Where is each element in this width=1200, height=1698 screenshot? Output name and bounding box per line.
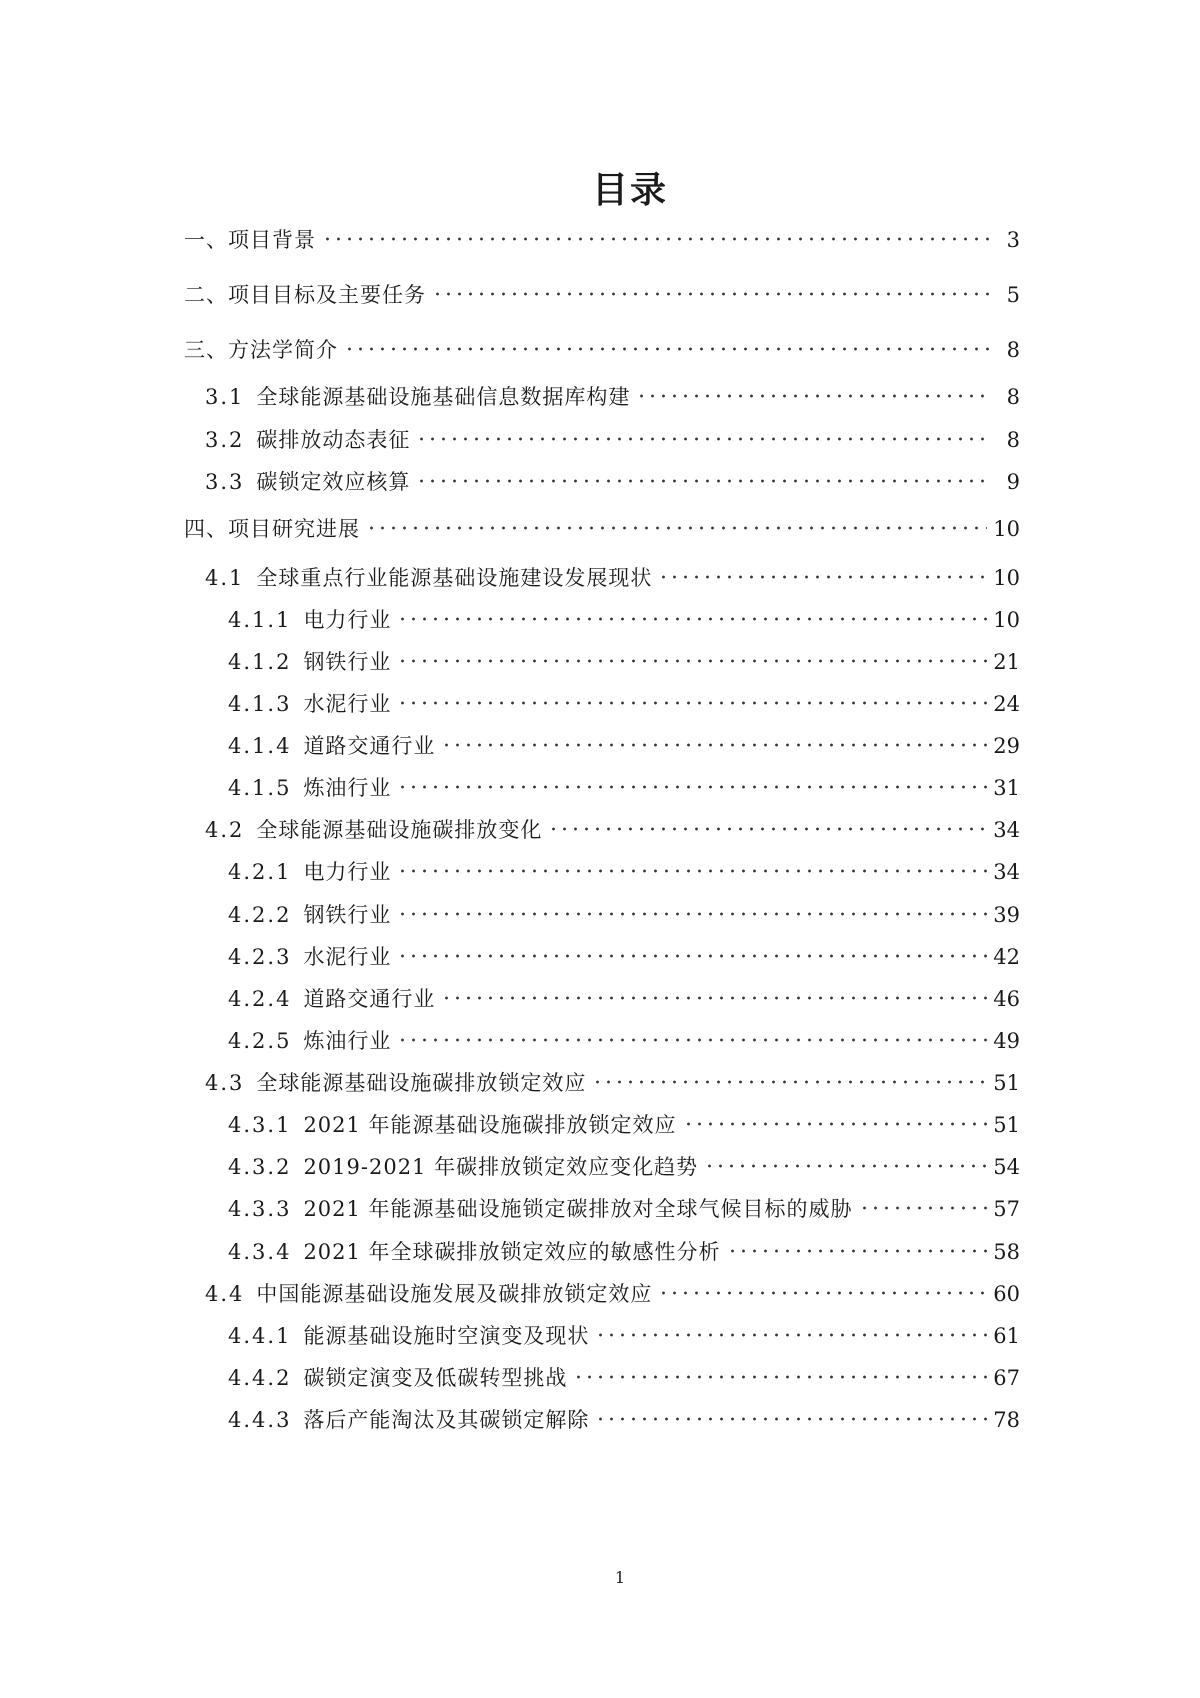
dot-leader [432, 291, 992, 297]
toc-entry-number: 3.1 [205, 385, 245, 409]
toc-entry-number: 4.1.2 [228, 650, 292, 674]
toc-entry-number: 4.3 [205, 1071, 245, 1095]
toc-entry[interactable] [228, 690, 1020, 718]
toc-entry-number: 4.4.1 [228, 1324, 292, 1348]
toc-entry-number: 4.1.5 [228, 776, 292, 800]
toc-entry-label: 钢铁行业 [303, 650, 392, 674]
toc-entry-number: 4.2.5 [228, 1029, 292, 1053]
toc-entry[interactable] [228, 858, 1020, 886]
toc-entry-page: 3 [1006, 228, 1020, 252]
toc-entry-label: 三、方法学简介 [184, 338, 338, 362]
toc-entry[interactable] [228, 1027, 1020, 1055]
toc-entry-label: 全球能源基础设施碳排放锁定效应 [256, 1071, 587, 1095]
toc-entry-label: 炼油行业 [303, 1029, 392, 1053]
toc-entry-page: 29 [993, 734, 1020, 758]
toc-entry[interactable] [228, 1406, 1020, 1434]
dot-leader [397, 784, 987, 790]
dot-leader [366, 525, 987, 531]
dot-leader [397, 616, 987, 622]
toc-entry-page: 8 [1006, 428, 1020, 452]
toc-entry-number: 4.3.1 [228, 1113, 292, 1137]
toc-entry-label: 道路交通行业 [303, 734, 436, 758]
toc-entry[interactable] [205, 426, 1020, 454]
dot-leader [397, 1037, 987, 1043]
toc-entry-label: 全球能源基础设施基础信息数据库构建 [256, 385, 631, 409]
dot-leader [636, 393, 992, 399]
toc-entry-label: 全球能源基础设施碳排放变化 [256, 818, 543, 842]
toc-entry-page: 51 [993, 1071, 1020, 1095]
dot-leader [397, 658, 987, 664]
dot-leader [441, 995, 987, 1001]
toc-entry-label: 炼油行业 [303, 776, 392, 800]
toc-entry-label: 二、项目目标及主要任务 [184, 283, 426, 307]
toc-entry-number: 4.3.2 [228, 1155, 292, 1179]
toc-entry-number: 4.2.3 [228, 945, 292, 969]
toc-entry-number: 4.2.2 [228, 903, 292, 927]
dot-leader [595, 1332, 987, 1338]
toc-entry-label: 水泥行业 [303, 692, 392, 716]
toc-entry-label: 2021 年全球碳排放锁定效应的敏感性分析 [303, 1240, 721, 1264]
toc-entry-page: 60 [993, 1282, 1020, 1306]
toc-entry-number: 4.1.3 [228, 692, 292, 716]
toc-entry[interactable] [184, 226, 1020, 254]
toc-entry[interactable] [205, 1069, 1020, 1097]
toc-entry-page: 8 [1006, 385, 1020, 409]
dot-leader [727, 1248, 988, 1254]
toc-entry[interactable] [205, 1280, 1020, 1308]
toc-entry-label: 碳排放动态表征 [256, 428, 411, 452]
toc-entry-label: 能源基础设施时空演变及现状 [303, 1324, 590, 1348]
toc-entry-number: 4.1.4 [228, 734, 292, 758]
toc-entry[interactable] [184, 336, 1020, 364]
toc-entry-page: 51 [993, 1113, 1020, 1137]
toc-entry[interactable] [228, 1238, 1020, 1266]
toc-entry-label: 2021 年能源基础设施碳排放锁定效应 [303, 1113, 677, 1137]
toc-entry-page: 34 [993, 818, 1020, 842]
toc-entry[interactable] [205, 816, 1020, 844]
dot-leader [548, 826, 987, 832]
dot-leader [397, 953, 987, 959]
toc-entry-number: 4.1.1 [228, 608, 292, 632]
toc-entry[interactable] [184, 281, 1020, 309]
toc-entry[interactable] [228, 985, 1020, 1013]
toc-entry-page: 10 [993, 566, 1020, 590]
toc-entry-page: 31 [993, 776, 1020, 800]
toc-entry-label: 四、项目研究进展 [184, 517, 360, 541]
dot-leader [658, 1290, 987, 1296]
toc-entry[interactable] [228, 606, 1020, 634]
toc-entry[interactable] [228, 1195, 1020, 1223]
toc-entry-page: 24 [993, 692, 1020, 716]
dot-leader [658, 574, 987, 580]
toc-entry-label: 全球重点行业能源基础设施建设发展现状 [256, 566, 653, 590]
toc-entry-page: 42 [993, 945, 1020, 969]
dot-leader [441, 742, 987, 748]
toc-entry[interactable] [184, 515, 1020, 543]
toc-entry[interactable] [205, 564, 1020, 592]
dot-leader [397, 700, 987, 706]
toc-entry[interactable] [228, 901, 1020, 929]
toc-entry[interactable] [228, 943, 1020, 971]
toc-entry-page: 10 [993, 608, 1020, 632]
toc-entry-number: 4.2.4 [228, 987, 292, 1011]
dot-leader [592, 1079, 987, 1085]
dot-leader [397, 868, 987, 874]
toc-entry-label: 电力行业 [303, 860, 392, 884]
toc-entry-page: 67 [993, 1366, 1020, 1390]
toc-entry[interactable] [205, 468, 1020, 496]
dot-leader [683, 1121, 988, 1127]
toc-entry-label: 2019-2021 年碳排放锁定效应变化趋势 [303, 1155, 699, 1179]
page-title: 目录 [591, 170, 668, 211]
toc-entry-page: 39 [993, 903, 1020, 927]
dot-leader [859, 1205, 988, 1211]
toc-entry-number: 4.2 [205, 818, 245, 842]
toc-entry[interactable] [228, 1364, 1020, 1392]
toc-entry-number: 4.2.1 [228, 860, 292, 884]
toc-entry-page: 57 [993, 1197, 1020, 1221]
toc-entry-label: 2021 年能源基础设施锁定碳排放对全球气候目标的威胁 [303, 1197, 853, 1221]
dot-leader [397, 911, 987, 917]
toc-entry[interactable] [228, 774, 1020, 802]
toc-entry-page: 21 [993, 650, 1020, 674]
toc-entry-page: 61 [993, 1324, 1020, 1348]
toc-entry-page: 9 [1006, 470, 1020, 494]
toc-entry-label: 电力行业 [303, 608, 392, 632]
toc-entry-number: 3.2 [205, 428, 245, 452]
dot-leader [416, 478, 992, 484]
toc-entry[interactable] [205, 383, 1020, 411]
toc-entry-label: 水泥行业 [303, 945, 392, 969]
toc-entry-page: 34 [993, 860, 1020, 884]
dot-leader [595, 1416, 987, 1422]
toc-entry-label: 道路交通行业 [303, 987, 436, 1011]
toc-entry-page: 46 [993, 987, 1020, 1011]
toc-entry-number: 4.1 [205, 566, 245, 590]
toc-entry-page: 54 [993, 1155, 1020, 1179]
toc-entry-number: 4.4.2 [228, 1366, 292, 1390]
toc-entry[interactable] [228, 732, 1020, 760]
dot-leader [416, 436, 992, 442]
toc-entry-label: 钢铁行业 [303, 903, 392, 927]
toc-entry[interactable] [228, 648, 1020, 676]
toc-entry-label: 碳锁定演变及低碳转型挑战 [303, 1366, 568, 1390]
dot-leader [322, 236, 992, 242]
toc-entry-number: 4.4 [205, 1282, 245, 1306]
dot-leader [344, 346, 992, 352]
toc-entry-number: 4.3.3 [228, 1197, 292, 1221]
toc-entry[interactable] [228, 1153, 1020, 1181]
toc-entry-number: 4.3.4 [228, 1240, 292, 1264]
toc-entry-label: 落后产能淘汰及其碳锁定解除 [303, 1408, 590, 1432]
toc-entry-label: 碳锁定效应核算 [256, 470, 411, 494]
toc-entry-page: 49 [993, 1029, 1020, 1053]
dot-leader [573, 1374, 987, 1380]
toc-entry-number: 3.3 [205, 470, 245, 494]
page-number: 1 [614, 1568, 626, 1587]
toc-entry[interactable] [228, 1322, 1020, 1350]
toc-entry-page: 5 [1006, 283, 1020, 307]
toc-entry-number: 4.4.3 [228, 1408, 292, 1432]
dot-leader [704, 1163, 987, 1169]
toc-entry-page: 10 [993, 517, 1020, 541]
toc-entry-label: 一、项目背景 [184, 228, 316, 252]
toc-entry[interactable] [228, 1111, 1020, 1139]
toc-entry-page: 58 [993, 1240, 1020, 1264]
toc-entry-label: 中国能源基础设施发展及碳排放锁定效应 [256, 1282, 653, 1306]
toc-entry-page: 78 [993, 1408, 1020, 1432]
toc-entry-page: 8 [1006, 338, 1020, 362]
